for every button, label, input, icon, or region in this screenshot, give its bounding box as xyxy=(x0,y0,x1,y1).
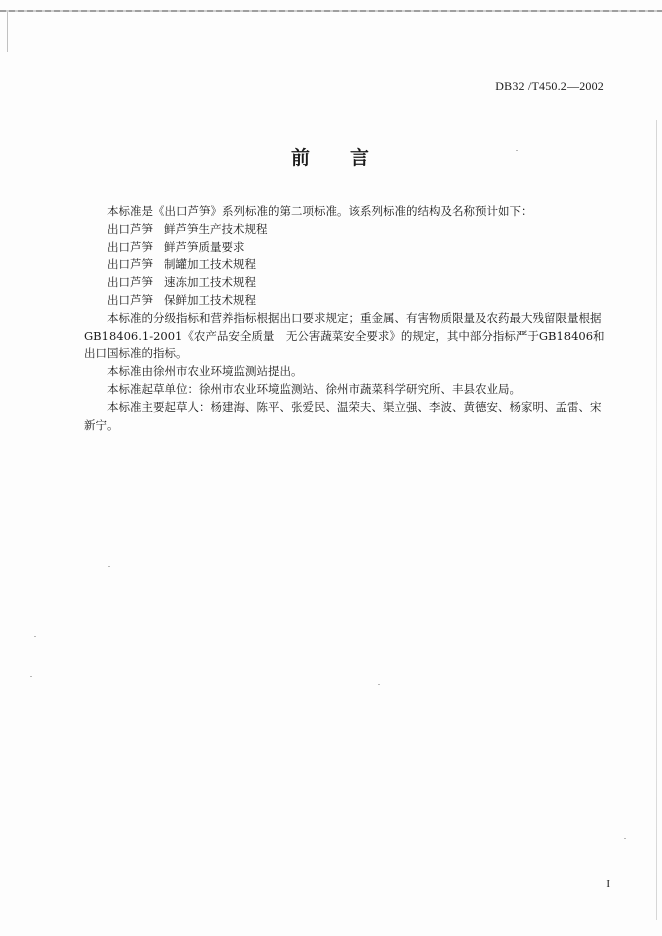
scan-speck xyxy=(516,150,518,151)
series-item-title: 鲜芦笋生产技术规程 xyxy=(164,221,268,236)
document-code: DB32 /T450.2—2002 xyxy=(495,79,604,93)
series-item-title: 制罐加工技术规程 xyxy=(164,257,256,272)
scan-left-edge xyxy=(7,12,8,52)
title-char-1: 前 xyxy=(290,147,312,169)
scan-speck xyxy=(34,636,36,637)
series-item xyxy=(84,239,612,257)
series-item-title: 鲜芦笋质量要求 xyxy=(164,239,245,254)
page-number: I xyxy=(606,878,610,890)
scan-speck xyxy=(624,838,626,839)
scan-speck xyxy=(30,676,32,677)
series-item xyxy=(84,256,612,274)
series-item xyxy=(84,292,612,310)
series-item-name: 出口芦笋 xyxy=(107,239,153,254)
scan-speck xyxy=(378,684,380,685)
series-item-name: 出口芦笋 xyxy=(107,221,153,236)
scan-speck xyxy=(108,566,110,567)
title-char-2: 言 xyxy=(350,147,372,169)
foreword-body xyxy=(84,203,612,434)
series-item xyxy=(84,221,612,239)
series-item-title: 保鲜加工技术规程 xyxy=(164,292,256,307)
series-item-name: 出口芦笋 xyxy=(107,275,153,290)
series-item-name: 出口芦笋 xyxy=(107,292,153,307)
standard-limits-paragraph: 本标准的分级指标和营养指标根据出口要求规定；重金属、有害物质限量及农药最大残留限量根据GB18406.1-2001《农产品安全质量 无公害蔬菜安全要求》的规定，其中部分指标严于GB18406和出口国标准的指标。 xyxy=(84,310,605,361)
series-item-title: 速冻加工技术规程 xyxy=(164,275,256,290)
drafters-paragraph: 本标准主要起草人：杨建海、陈平、张爱民、温荣夫、渠立强、李波、黄德安、杨家明、孟雷、宋新宁。 xyxy=(84,399,602,432)
scan-right-edge xyxy=(656,120,657,920)
intro-paragraph: 本标准是《出口芦笋》系列标准的第二项标准。该系列标准的结构及名称预计如下： xyxy=(107,204,533,218)
series-item-name: 出口芦笋 xyxy=(107,257,153,272)
proposer-paragraph: 本标准由徐州市农业环境监测站提出。 xyxy=(107,364,303,379)
series-item xyxy=(84,274,612,292)
drafting-units-paragraph: 本标准起草单位：徐州市农业环境监测站、徐州市蔬菜科学研究所、丰县农业局。 xyxy=(107,381,521,396)
scan-top-border xyxy=(0,10,662,12)
page-title xyxy=(0,143,662,170)
